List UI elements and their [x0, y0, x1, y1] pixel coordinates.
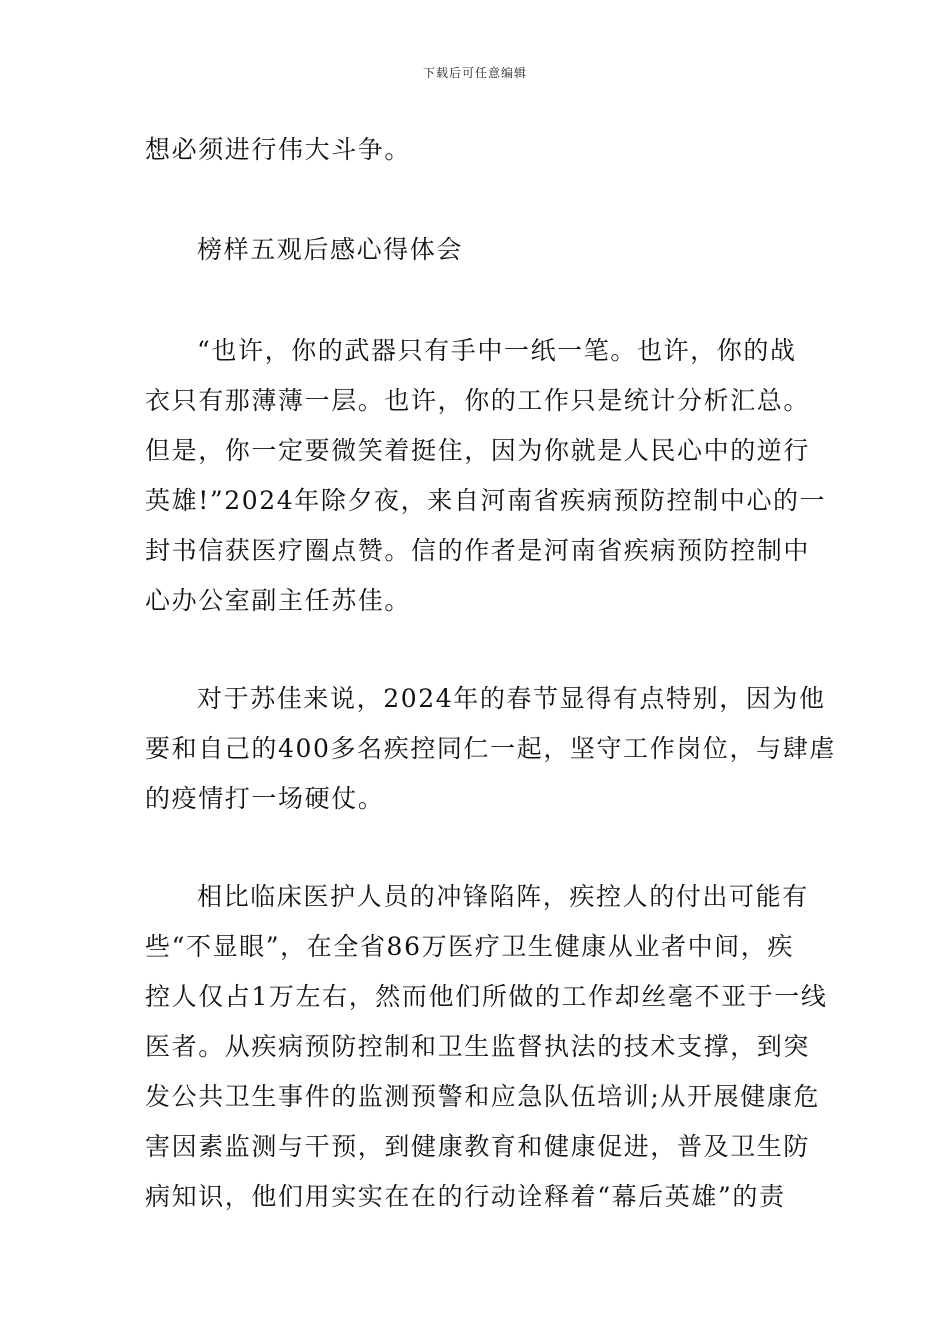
text-line: 控人仅占1万左右，然而他们所做的工作却丝毫不亚于一线	[145, 982, 828, 1011]
text-line: 相比临床医护人员的冲锋陷阵，疾控人的付出可能有	[197, 882, 809, 911]
text-line: 要和自己的400多名疾控同仁一起，坚守工作岗位，与肆虐	[145, 734, 836, 763]
page-header-note: 下载后可任意编辑	[422, 66, 527, 80]
text-line: 对于苏佳来说，2024年的春节显得有点特别，因为他	[197, 684, 826, 713]
text-line: 的疫情打一场硬仗。	[145, 784, 385, 813]
text-line: 发公共卫生事件的监测预警和应急队伍培训;从开展健康危	[145, 1082, 821, 1111]
text-line: 些“不显眼”，在全省86万医疗卫生健康从业者中间，疾	[145, 932, 794, 961]
section-title: 榜样五观后感心得体会	[197, 235, 464, 264]
text-line: 病知识，他们用实实在在的行动诠释着“幕后英雄”的责	[145, 1182, 786, 1211]
text-line: 害因素监测与干预，到健康教育和健康促进，普及卫生防	[145, 1132, 811, 1161]
text-line: 封书信获医疗圈点赞。信的作者是河南省疾病预防控制中	[145, 536, 811, 565]
text-line: “也许，你的武器只有手中一纸一笔。也许，你的战	[197, 336, 797, 365]
text-line: 心办公室副主任苏佳。	[145, 586, 412, 615]
text-line: 衣只有那薄薄一层。也许，你的工作只是统计分析汇总。	[145, 386, 811, 415]
text-line: 医者。从疾病预防控制和卫生监督执法的技术支撑，到突	[145, 1032, 811, 1061]
text-line: 英雄!”2024年除夕夜，来自河南省疾病预防控制中心的一	[145, 486, 827, 515]
text-line: 想必须进行伟大斗争。	[145, 135, 412, 164]
text-line: 但是，你一定要微笑着挺住，因为你就是人民心中的逆行	[145, 436, 811, 465]
